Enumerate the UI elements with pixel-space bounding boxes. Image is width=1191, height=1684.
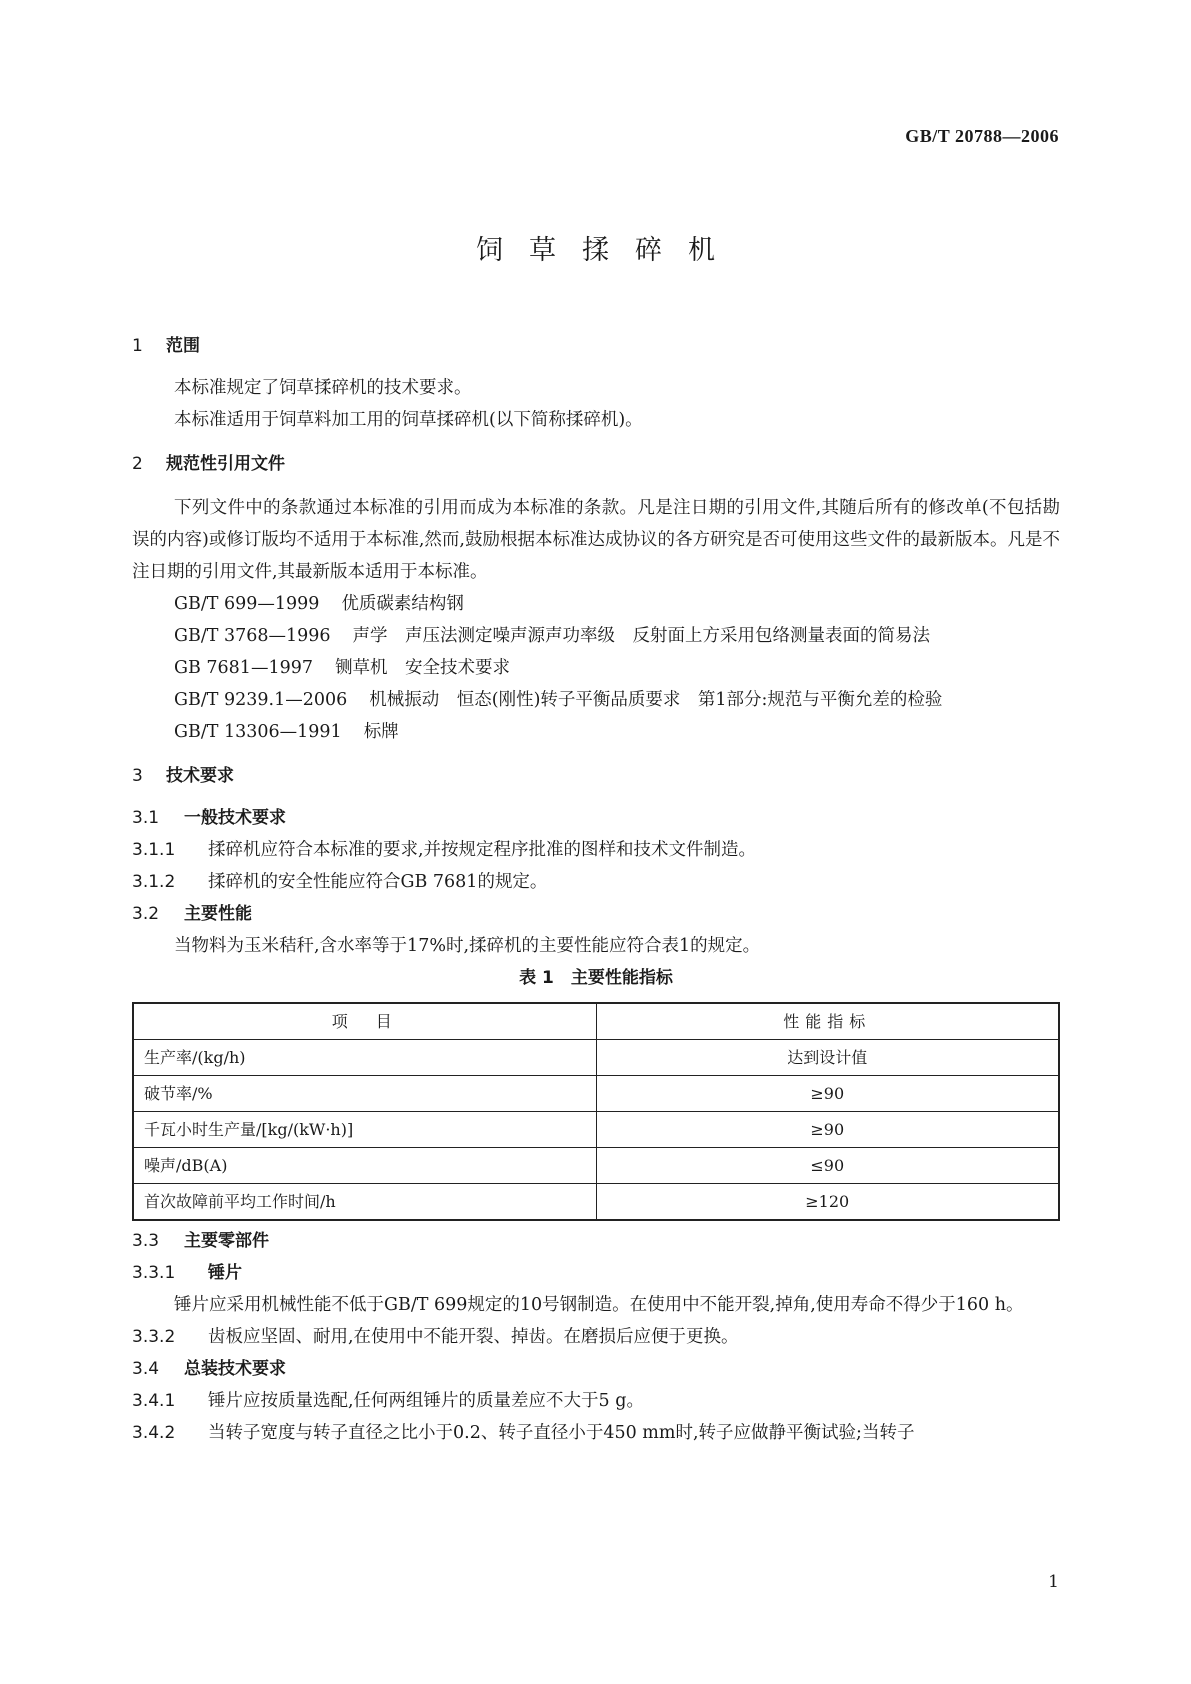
table-row [133,1112,1059,1148]
reference-code: GB/T 699—1999 [174,594,320,614]
clause-number: 3.3.1 [132,1263,176,1283]
subsection-3-1-heading [132,802,1060,834]
reference-item [132,588,1060,620]
table-header-row [133,1003,1059,1040]
section-number: 2 [132,454,143,474]
reference-title: 机械振动 恒态(刚性)转子平衡品质要求 第1部分:规范与平衡允差的检验 [369,690,943,710]
value-cell: ≥90 [596,1112,1059,1148]
paragraph: 下列文件中的条款通过本标准的引用而成为本标准的条款。凡是注日期的引用文件,其随后所有的修改单(不包括勘误的内容)或修订版均不适用于本标准,然而,鼓励根据本标准达成协议的各方研究是否可使用这些文件的最新版本。凡是不注日期的引用文件,其最新版本适用于本标准。 [132,498,1060,582]
reference-code: GB/T 3768—1996 [174,626,331,646]
clause-number: 3.1.2 [132,872,176,892]
paragraph: 锤片应采用机械性能不低于GB/T 699规定的10号钢制造。在使用中不能开裂,掉角,使用寿命不得少于160 h。 [174,1295,1024,1315]
section-title: 规范性引用文件 [166,454,285,474]
clause-number: 3.1.1 [132,840,176,860]
table-row [133,1076,1059,1112]
clause-number: 3.4.1 [132,1391,176,1411]
reference-title: 铡草机 安全技术要求 [334,658,510,678]
subsection-3-2-heading [132,898,1060,930]
reference-title: 优质碳素结构钢 [341,594,464,614]
clause-text: 锤片应按质量选配,任何两组锤片的质量差应不大于5 g。 [208,1391,644,1411]
subsection-number: 3.4 [132,1359,160,1379]
value-cell: ≤90 [596,1148,1059,1184]
reference-title: 声学 声压法测定噪声源声功率级 反射面上方采用包络测量表面的简易法 [352,626,931,646]
clause-text: 齿板应坚固、耐用,在使用中不能开裂、掉齿。在磨损后应便于更换。 [208,1327,739,1347]
table-row [133,1148,1059,1184]
item-cell: 首次故障前平均工作时间/h [133,1184,596,1221]
subsection-title: 主要零部件 [184,1231,269,1251]
paragraph: 当物料为玉米秸秆,含水率等于17%时,揉碎机的主要性能应符合表1的规定。 [174,936,761,956]
clause-3-4-2 [132,1417,1060,1449]
clause-3-1-1 [132,834,1060,866]
reference-item [132,652,1060,684]
document-body [132,330,1060,1449]
section-3-heading [132,760,1060,792]
item-cell: 千瓦小时生产量/[kg/(kW·h)] [133,1112,596,1148]
reference-title: 标牌 [363,722,399,742]
clause-text: 当转子宽度与转子直径之比小于0.2、转子直径小于450 mm时,转子应做静平衡试验;当转子 [208,1423,915,1443]
clause-text: 揉碎机应符合本标准的要求,并按规定程序批准的图样和技术文件制造。 [208,840,757,860]
subsection-number: 3.1 [132,808,160,828]
reference-code: GB/T 9239.1—2006 [174,690,348,710]
reference-code: GB/T 13306—1991 [174,722,342,742]
standard-number: GB/T 20788—2006 [905,126,1059,146]
reference-item [132,620,1060,652]
reference-item [132,684,1060,716]
reference-code: GB 7681—1997 [174,658,313,678]
table-row [133,1040,1059,1076]
document-title: 饲草揉碎机 [476,235,741,266]
section-title: 技术要求 [166,766,234,786]
reference-item [132,716,1060,748]
value-cell: 达到设计值 [596,1040,1059,1076]
paragraph: 本标准适用于饲草料加工用的饲草揉碎机(以下简称揉碎机)。 [174,410,643,430]
subsection-title: 总装技术要求 [184,1359,286,1379]
value-cell: ≥120 [596,1184,1059,1221]
value-cell: ≥90 [596,1076,1059,1112]
subsection-number: 3.2 [132,904,160,924]
item-cell: 噪声/dB(A) [133,1148,596,1184]
section-number: 3 [132,766,143,786]
clause-number: 3.4.2 [132,1423,176,1443]
paragraph: 本标准规定了饲草揉碎机的技术要求。 [174,378,472,398]
clause-number: 3.3.2 [132,1327,176,1347]
clause-3-3-1-heading [132,1257,1060,1289]
section-2-heading [132,448,1060,480]
column-header-item: 项 目 [133,1003,596,1040]
item-cell: 破节率/% [133,1076,596,1112]
clause-title: 锤片 [208,1263,242,1283]
page-number: 1 [1048,1572,1059,1592]
column-header-value: 性能指标 [596,1003,1059,1040]
section-title: 范围 [166,336,200,356]
clause-text: 揉碎机的安全性能应符合GB 7681的规定。 [208,872,548,892]
clause-3-3-2 [132,1321,1060,1353]
subsection-title: 主要性能 [184,904,252,924]
table-row [133,1184,1059,1221]
subsection-3-4-heading [132,1353,1060,1385]
item-cell: 生产率/(kg/h) [133,1040,596,1076]
section-number: 1 [132,336,143,356]
clause-3-1-2 [132,866,1060,898]
subsection-number: 3.3 [132,1231,160,1251]
subsection-3-3-heading [132,1225,1060,1257]
performance-table [132,1002,1060,1221]
subsection-title: 一般技术要求 [184,808,286,828]
table-caption: 表 1 主要性能指标 [519,968,673,988]
clause-3-4-1 [132,1385,1060,1417]
section-1-heading [132,330,1060,362]
